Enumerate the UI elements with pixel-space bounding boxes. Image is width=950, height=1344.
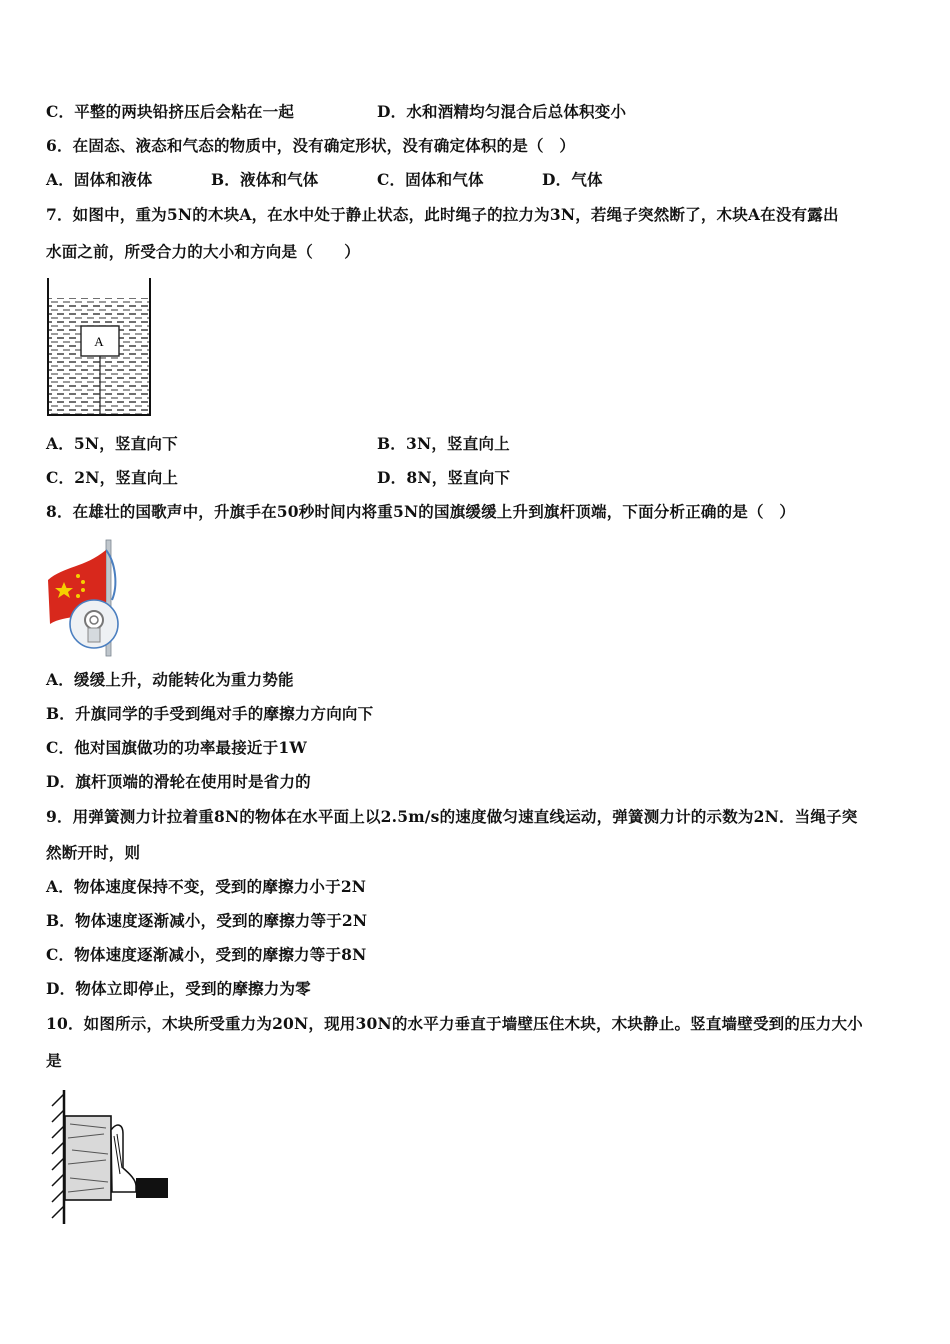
q7-option-b: B．3N，竖直向上 bbox=[377, 434, 510, 453]
q9-option-b: B．物体速度逐渐减小，受到的摩擦力等于2N bbox=[46, 911, 368, 930]
q8-option-a: A．缓缓上升，动能转化为重力势能 bbox=[46, 670, 294, 689]
q9-option-a: A．物体速度保持不变，受到的摩擦力小于2N bbox=[46, 877, 367, 896]
q10-stem-line1: 10．如图所示，木块所受重力为20N，现用30N的水平力垂直于墙壁压住木块，木块静止。竖直墙壁受到的压力大小 bbox=[46, 1014, 863, 1033]
q10-wall-block-hand-figure bbox=[44, 1088, 174, 1228]
q10-stem-line2: 是 bbox=[46, 1051, 62, 1070]
q7-option-c: C．2N，竖直向上 bbox=[46, 468, 179, 487]
pulley-wheel-icon bbox=[85, 611, 103, 629]
q7-water-container-figure bbox=[44, 278, 154, 418]
q8-option-d: D．旗杆顶端的滑轮在使用时是省力的 bbox=[46, 772, 311, 791]
q6-option-d: D．气体 bbox=[542, 170, 603, 189]
q6-stem: 6．在固态、液态和气态的物质中，没有确定形状，没有确定体积的是（ ） bbox=[46, 136, 576, 155]
sleeve bbox=[136, 1178, 168, 1198]
block-a-label: A bbox=[94, 334, 104, 349]
wooden-block bbox=[65, 1116, 111, 1200]
q8-option-b: B．升旗同学的手受到绳对手的摩擦力方向向下 bbox=[46, 704, 374, 723]
q5-option-c: C．平整的两块铅挤压后会粘在一起 bbox=[46, 102, 295, 121]
q6-option-c: C．固体和气体 bbox=[377, 170, 484, 189]
q8-flag-pulley-figure bbox=[44, 538, 126, 658]
q7-option-d: D．8N，竖直向下 bbox=[377, 468, 511, 487]
q5-option-d: D．水和酒精均匀混合后总体积变小 bbox=[377, 102, 627, 121]
q8-option-c: C．他对国旗做功的功率最接近于1W bbox=[46, 738, 307, 757]
hand-icon bbox=[111, 1125, 136, 1192]
q7-option-a: A．5N，竖直向下 bbox=[46, 434, 178, 453]
q9-option-d: D．物体立即停止，受到的摩擦力为零 bbox=[46, 979, 311, 998]
q6-option-a: A．固体和液体 bbox=[46, 170, 153, 189]
q9-option-c: C．物体速度逐渐减小，受到的摩擦力等于8N bbox=[46, 945, 367, 964]
q9-stem-line1: 9．用弹簧测力计拉着重8N的物体在水平面上以2.5m/s的速度做匀速直线运动，弹簧测力计的示数为2N．当绳子突 bbox=[46, 807, 858, 826]
q6-option-b: B．液体和气体 bbox=[211, 170, 319, 189]
q7-stem-line2: 水面之前，所受合力的大小和方向是（ ） bbox=[46, 242, 361, 261]
q7-stem-line1: 7．如图中，重为5N的木块A，在水中处于静止状态，此时绳子的拉力为3N，若绳子突然断了，木块A在没有露出 bbox=[46, 205, 839, 224]
q8-stem: 8．在雄壮的国歌声中，升旗手在50秒时间内将重5N的国旗缓缓上升到旗杆顶端，下面分析正确的是（ ） bbox=[46, 502, 796, 521]
wall-hatching bbox=[52, 1094, 64, 1218]
q9-stem-line2: 然断开时，则 bbox=[46, 843, 141, 862]
